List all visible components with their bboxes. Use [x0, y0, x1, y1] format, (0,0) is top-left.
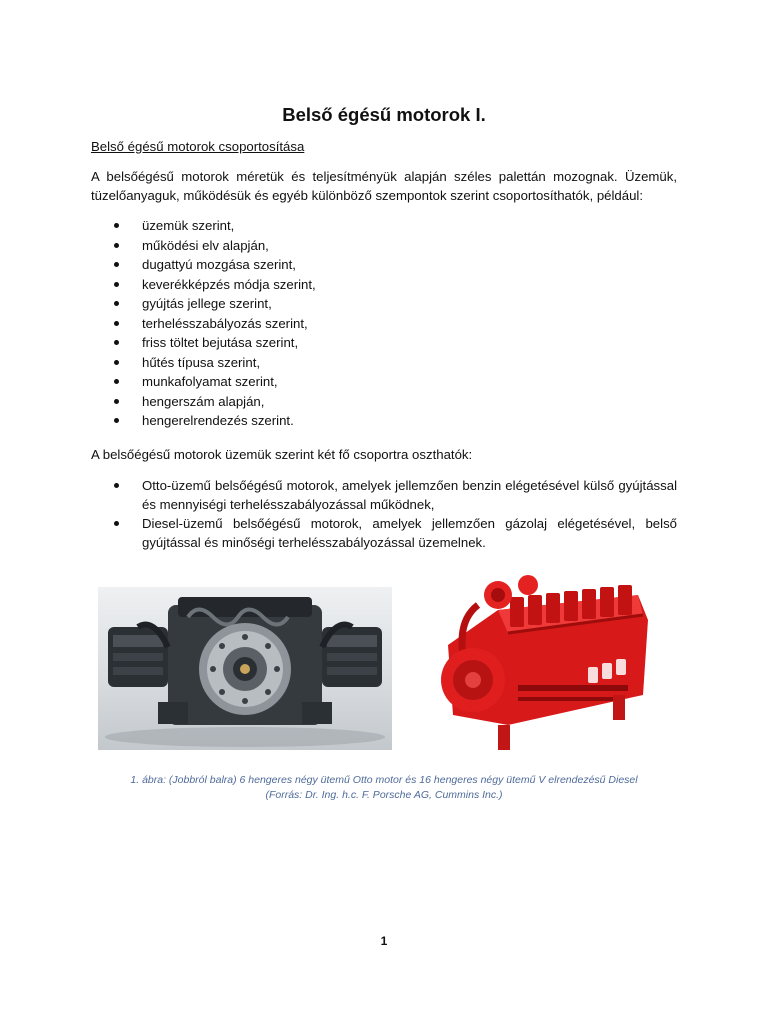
list-item-text: hengerszám alapján,: [142, 393, 265, 409]
list-item-text: munkafolyamat szerint,: [142, 374, 278, 389]
bullet-icon: [114, 262, 119, 267]
bullet-icon: [114, 282, 119, 287]
figure-caption-line-2: (Forrás: Dr. Ing. h.c. F. Porsche AG, Cummins Inc.): [265, 789, 503, 801]
bullet-icon: [114, 243, 119, 248]
list-item-text: üzemük szerint,: [142, 218, 235, 233]
list-item: [91, 353, 677, 373]
list-item-text: terhelésszabályozás szerint,: [142, 315, 308, 331]
criteria-list: [91, 216, 677, 431]
diesel-engine-image: [438, 575, 653, 760]
section-heading: Belső égésű motorok csoportosítása: [91, 139, 305, 154]
bullet-icon: [114, 360, 119, 365]
figure-caption-line-1: 1. ábra: (Jobbról balra) 6 hengeres négy ütemű Otto motor és 16 hengeres négy ütemű V elrendezésű Diesel: [130, 774, 638, 786]
list-item: [91, 255, 677, 275]
list-item: [91, 411, 677, 431]
list-item: [91, 476, 677, 514]
list-item: [91, 275, 677, 295]
figure-caption: [0, 773, 768, 803]
document-title: Belső égésű motorok I.: [282, 104, 486, 125]
list-item-text: működési elv alapján,: [142, 237, 269, 253]
list-item-text: hengerelrendezés szerint.: [142, 413, 294, 428]
otto-engine-image: [98, 587, 392, 750]
list-item-text: dugattyú mozgása szerint,: [142, 257, 296, 272]
bullet-icon: [114, 379, 119, 384]
list-item-text: keverékképzés módja szerint,: [142, 276, 316, 292]
list-item-text: friss töltet bejutása szerint,: [142, 335, 299, 350]
diesel-engine-illustration: [438, 575, 653, 760]
list-item-text: Diesel-üzemű belsőégésű motorok, amelyek jellemzően gázolaj elégetésével, belső gyújtással és minőségi terhelésszabályozással üzemelnek.: [142, 516, 677, 550]
list-item: [91, 294, 677, 314]
bullet-icon: [114, 223, 119, 228]
list-item: [91, 236, 677, 256]
list-item: [91, 333, 677, 353]
list-item: [91, 372, 677, 392]
list-item-text: hűtés típusa szerint,: [142, 354, 261, 370]
types-paragraph: A belsőégésű motorok üzemük szerint két fő csoportra oszthatók:: [91, 447, 473, 462]
intro-paragraph: A belsőégésű motorok méretük és teljesítményük alapján széles palettán mozognak. Üzemük, tüzelőanyaguk, működésük és egyéb különböző szempontok szerint csoportosíthatók, például:: [91, 169, 677, 203]
bullet-icon: [114, 321, 119, 326]
list-item-text: Otto-üzemű belsőégésű motorok, amelyek jellemzően benzin elégetésével külső gyújtással és mennyiségi terhelésszabályozással működnek,: [142, 478, 677, 512]
list-item: [91, 514, 677, 552]
bullet-icon: [114, 521, 119, 526]
bullet-icon: [114, 399, 119, 404]
bullet-icon: [114, 340, 119, 345]
list-item: [91, 314, 677, 334]
list-item: [91, 216, 677, 236]
list-item: [91, 392, 677, 412]
otto-engine-illustration: [98, 587, 392, 750]
list-item-text: gyújtás jellege szerint,: [142, 296, 272, 311]
bullet-icon: [114, 483, 119, 488]
engine-types-list: [91, 476, 677, 552]
page-number: 1: [380, 934, 388, 948]
bullet-icon: [114, 301, 119, 306]
bullet-icon: [114, 418, 119, 423]
